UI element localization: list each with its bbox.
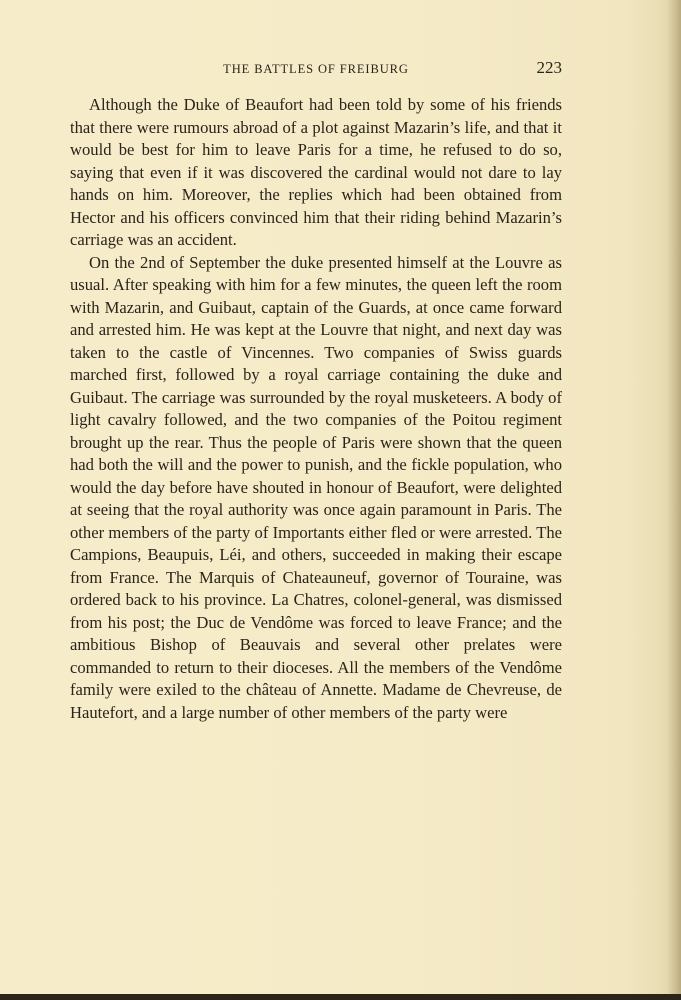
- page-edge-shadow: [667, 0, 681, 1000]
- paragraph-1: Although the Duke of Beaufort had been told by some of his friends that there were rumours abroad of a plot against Mazarin’s life, and that it would be best for him to leave Paris for a time, he refused to do so, saying that even if it was discovered the cardinal would not dare to lay hands on him. Moreover, the replies which had been obtained from Hector and his officers convinced him that their riding behind Mazarin’s carriage was an accident.: [70, 95, 562, 249]
- page-bottom-edge: [0, 994, 681, 1000]
- paragraph-2: On the 2nd of September the duke presented himself at the Louvre as usual. After speaking with him for a few minutes, the queen left the room with Mazarin, and Guibaut, captain of the Guards, at once came forward and arrested him. He was kept at the Louvre that night, and next day was taken to the castle of Vincennes. Two companies of Swiss guards marched first, followed by a royal carriage containing the duke and Guibaut. The carriage was surrounded by the royal musketeers. A body of light cavalry followed, and the two companies of the Poitou regiment brought up the rear. Thus the people of Paris were shown that the queen had both the will and the power to punish, and the fickle population, who would the day before have shouted in honour of Beaufort, were delighted at seeing that the royal authority was once again paramount in Paris. The other members of the party of Importants either fled or were arrested. The Campions, Beaupuis, Léi, and others, succeeded in making their escape from France. The Marquis of Chateauneuf, governor of Touraine, was ordered back to his province. La Chatres, colonel-general, was dismissed from his post; the Duc de Vendôme was forced to leave France; and the ambitious Bishop of Beauvais and several other prelates were commanded to return to their dioceses. All the members of the Vendôme family were exiled to the château of Annette. Madame de Chevreuse, de Hautefort, and a large number of other members of the party were: [70, 252, 562, 722]
- page-header: [70, 58, 562, 82]
- body-text: [70, 94, 562, 724]
- page-number: 223: [536, 58, 562, 77]
- running-title: THE BATTLES OF FREIBURG: [223, 62, 409, 76]
